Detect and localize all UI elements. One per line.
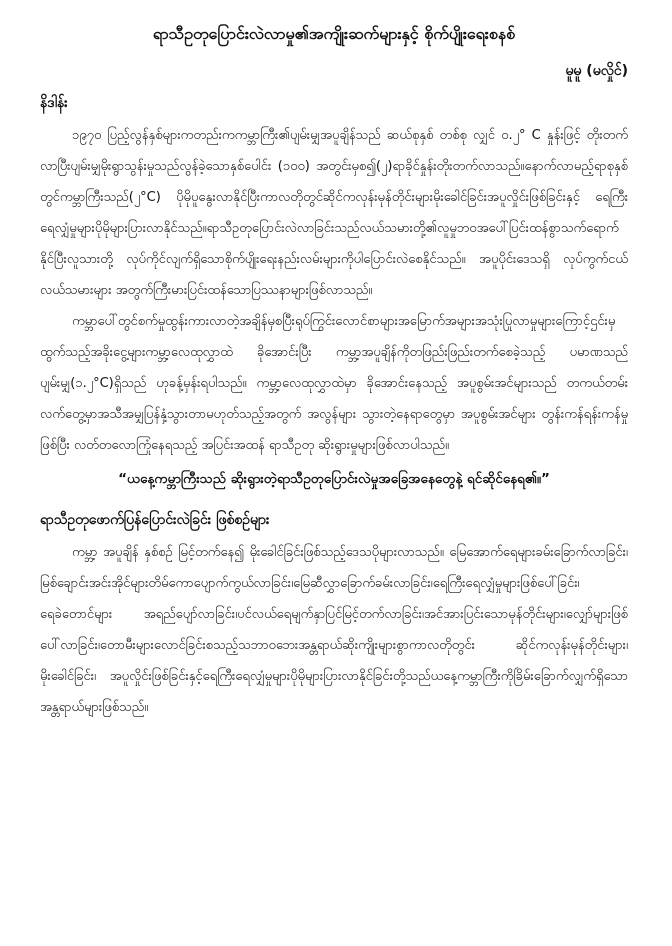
section-paragraph: ကမ္ဘာ့ အပူချိန် နှစ်စဉ် မြင့်တက်နေ၍ မိုးခေါင်ခြင်းဖြစ်သည့်ဒေသပိုများလာသည်။ မြေအောက်ရေများခမ်းခြောက်လာခြင်း၊မြစ်ချောင်းအင်းအိုင်များတိမ်ကောပျောက်ကွယ်လာခြင်း၊မြေဆီလွှာခြောက်ခမ်းလာခြင်း၊ရေကြီးရေလျှံမှုများဖြစ်ပေါ်ခြင်း၊ရေခဲတောင်များ အရည်ပျော်လာခြင်း၊ပင်လယ်ရေမျက်နှာပြင်မြင့်တက်လာခြင်း၊အင်အားပြင်းသောမုန်တိုင်းများ၊လျှော်များဖြစ်ပေါ်လာခြင်း၊တောမီးများလောင်ခြင်းစသည့်သဘာဝဘေးအန္တရာယ်ဆိုးကျိုးများစွာကာလတိုတွင်း ဆိုင်ကလုန်းမုန်တိုင်းများ၊ မိုးခေါင်ခြင်း၊ အပူလှိုင်းဖြစ်ခြင်းနှင့်ရေကြီးရေလျှံမှုများပိုမိုများပြားလာနိုင်ခြင်းတို့သည်ယနေ့ကမ္ဘာကြီးကိုခြိမ်းခြောက်လျှက်ရှိသောအန္တရာယ်များဖြစ်သည်။ <box>40 545 628 715</box>
highlight-quote: “ယနေ့ကမ္ဘာကြီးသည် ဆိုးရွားတဲ့ရာသီဥတုပြောင်းလဲမှုအခြေအနေတွေနဲ့ ရင်ဆိုင်နေရ၏။” <box>118 471 550 487</box>
section-heading: ရာသီဥတုဖောက်ပြန်ပြောင်းလဲခြင်း ဖြစ်စဉ်များ <box>40 512 270 528</box>
intro-paragraph-2: ကမ္ဘာပေါ်တွင်စက်မှုထွန်းကားလာတဲ့အချိန်မှစပြီးရုပ်ကြွင်းလောင်စာများအမြောက်အများအသုံးပြုလာမှုများကြောင့်ဌင်းမှထွက်သည့်အခိုးငွေ့များကမ္ဘာ့လေထုလွှာထဲ ခိုအောင်းပြီး ကမ္ဘာ့အပူချိန်ကိုတဖြည်းဖြည်းတက်စေခဲ့သည့် ပမာဏသည် ပျမ်းမျှ(၁.၂°C)ရှိသည် ဟုခန့်မှန်းရပါသည်။ ကမ္ဘာ့လေထုလွှာထဲမှာ ခိုအောင်းနေသည့် အပူစွမ်းအင်များသည် တကယ်တမ်း လက်တွေ့မှာအသီအမျှပြန်နှံ့သွားတာမဟုတ်သည့်အတွက် အလွန်များ သွားတဲ့နေရာတွေမှာ အပူစွမ်းအင်များ တွန်းကန်ရန်းကန်မှုဖြစ်ပြီး လတ်တလောကြုံနေရသည့် အပြင်းအထန် ရာသီဥတု ဆိုးရွားမှုများဖြစ်လာပါသည်။ <box>40 314 628 453</box>
author-name: မူမူ (မလှိုင်) <box>565 63 628 79</box>
intro-heading: နိဒါန်း <box>40 95 68 111</box>
intro-paragraph-1: ၁၉၇၀ ပြည့်လွန်နှစ်များကတည်းကကမ္ဘာကြီး၏ပျမ်းမျှအပူချိန်သည် ဆယ်စုနှစ် တစ်စု လျှင် ၀.၂° C နှုန်းဖြင့် တိုးတက်လာပြီးပျမ်းမျှမိုးရွာသွန်းမှုသည်လွန်ခဲ့သောနှစ်ပေါင်း (၁၀၀) အတွင်းမှစ၍(၂)ရာခိုင်နှုန်းတိုးတက်လာသည်။နောက်လာမည့်ရာစုနှစ်တွင်ကမ္ဘာကြီးသည်(၂°C) ပိုမိုပူနွေးလာနိုင်ပြီးကာလတိုတွင်ဆိုင်ကလုန်းမုန်တိုင်းများမိုးခေါင်ခြင်းအပူလှိုင်းဖြစ်ခြင်းနှင့် ရေကြီးရေလျှံမှုများပိုမိုများပြားလာနိုင်သည်။ရာသီဥတုပြောင်းလဲလာခြင်းသည်လယ်သမားတို့၏လူမှုဘဝအပေါ်ပြင်းထန်စွာသက်ရောက်နိုင်ပြီးလူသားတို့ လုပ်ကိုင်လျက်ရှိသောစိုက်ပျိုးရေးနည်းလမ်းများကိုပါပြောင်းလဲစေနိုင်သည်။ အပူပိုင်းဒေသရှိ လုပ်ကွက်ငယ်လယ်သမားများ အတွက်ကြီးမားပြင်းထန်သောပြဿနာများဖြစ်လာသည်။ <box>40 128 628 298</box>
document-title: ရာသီဥတုပြောင်းလဲလာမှု၏အကျိုးဆက်များနှင့် စိုက်ပျိုးရေးစနစ် <box>152 24 516 43</box>
